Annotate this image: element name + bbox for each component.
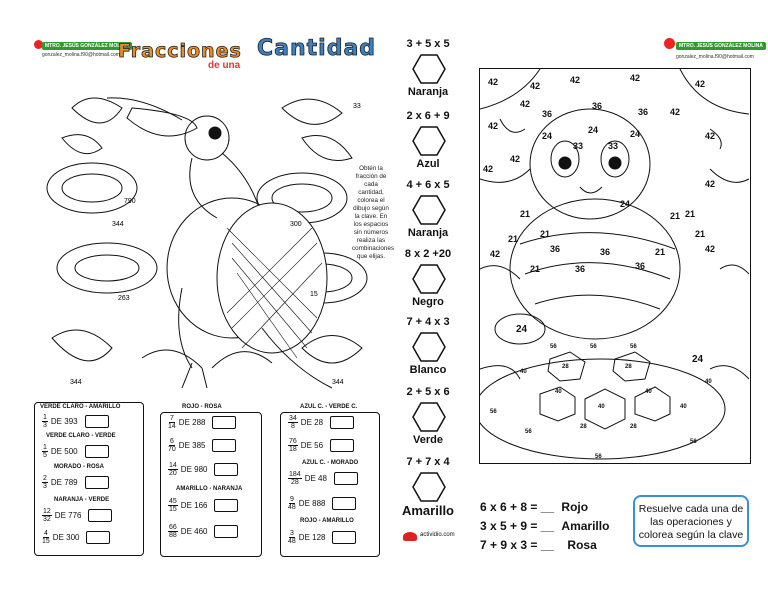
key-operation: 2 + 5 x 6 <box>406 386 450 398</box>
region-number: 40 <box>645 389 652 395</box>
region-number: 24 <box>542 131 553 141</box>
answer-box[interactable] <box>332 497 356 510</box>
region-number: 40 <box>680 404 687 410</box>
title-fracciones: Fracciones <box>118 40 242 62</box>
key-row: $\frac{184}{28}$ DE 48 <box>288 471 358 486</box>
hexagon-answer[interactable] <box>412 264 446 294</box>
key-operation: 2 x 6 + 9 <box>406 110 450 122</box>
region-number: 36 <box>638 107 649 117</box>
key-row: $\frac{66}{88}$ DE 460 <box>168 524 238 539</box>
equation-expr: 6 x 6 + 8 = __ <box>480 500 555 514</box>
region-number: 42 <box>530 81 541 91</box>
answer-box[interactable] <box>332 531 356 544</box>
key-header: AZUL C. - VERDE C. <box>300 404 358 410</box>
region-number: 40 <box>705 379 712 385</box>
key-row: $\frac{1}{5}$ DE 500 <box>42 444 109 459</box>
key-header: VERDE CLARO - AMARILLO <box>40 404 121 410</box>
equation-row <box>480 500 588 514</box>
region-number: 40 <box>555 389 562 395</box>
turtle-illustration <box>480 69 749 462</box>
region-number: 21 <box>655 247 666 257</box>
key-color: Negro <box>412 296 444 308</box>
hexagon-answer[interactable] <box>412 332 446 362</box>
middle-color-key <box>393 36 465 556</box>
region-number: 28 <box>630 424 637 430</box>
answer-box[interactable] <box>212 416 236 429</box>
region-number: 36 <box>635 261 646 271</box>
region-number: 24 <box>516 324 528 335</box>
region-number: 21 <box>695 229 706 239</box>
key-row: $\frac{14}{20}$ DE 980 <box>168 462 238 477</box>
svg-text:344: 344 <box>70 379 82 386</box>
hexagon-answer[interactable] <box>412 402 446 432</box>
region-number: 56 <box>550 344 557 350</box>
author-email: gonzalez_molina.f90@hotmail.com <box>42 52 120 58</box>
answer-box[interactable] <box>334 472 358 485</box>
key-row: $\frac{12}{32}$ DE 776 <box>42 508 112 523</box>
region-number: 56 <box>490 409 497 415</box>
pic-num-33: 33 <box>353 103 361 110</box>
key-header: MORADO - ROSA <box>54 464 104 470</box>
answer-box[interactable] <box>85 445 109 458</box>
pelican-illustration <box>32 68 382 398</box>
region-number: 56 <box>690 439 697 445</box>
region-number: 42 <box>705 131 716 141</box>
region-number: 21 <box>508 234 519 244</box>
key-row: $\frac{3}{48}$ DE 128 <box>288 530 356 545</box>
region-number: 36 <box>542 109 553 119</box>
region-number: 36 <box>550 244 561 254</box>
region-number: 28 <box>625 364 632 370</box>
answer-box[interactable] <box>85 415 109 428</box>
instructions-text: Obtén la fracción de cada cantidad, colorea el dibujo según la clave. En los espacios sin números realiza las combinaciones que elijas. <box>352 165 395 260</box>
region-number: 21 <box>520 209 531 219</box>
svg-text:300: 300 <box>290 221 302 228</box>
region-number: 33 <box>573 141 584 151</box>
key-row: $\frac{6}{70}$ DE 385 <box>168 438 236 453</box>
title-connector: de una <box>208 60 241 71</box>
equation-color: Amarillo <box>561 519 610 533</box>
svg-text:344: 344 <box>332 379 344 386</box>
key-header: VERDE CLARO - VERDE <box>46 433 116 439</box>
equation-expr: 3 x 5 + 9 = __ <box>480 519 555 533</box>
answer-box[interactable] <box>214 499 238 512</box>
key-color: Naranja <box>407 86 449 98</box>
equation-row <box>480 538 597 552</box>
svg-text:344: 344 <box>112 221 124 228</box>
answer-box[interactable] <box>212 439 236 452</box>
key-color: Azul <box>416 158 440 170</box>
key-color: Naranja <box>407 227 449 239</box>
region-number: 28 <box>580 424 587 430</box>
region-number: 21 <box>530 264 541 274</box>
svg-text:790: 790 <box>124 198 136 205</box>
key-row: $\frac{1}{3}$ DE 393 <box>42 414 109 429</box>
answer-box[interactable] <box>88 509 112 522</box>
hexagon-answer[interactable] <box>412 54 446 84</box>
region-number: 42 <box>488 77 499 87</box>
region-number: 42 <box>705 244 716 254</box>
key-row: $\frac{9}{48}$ DE 888 <box>288 496 356 511</box>
region-number: 56 <box>525 429 532 435</box>
region-number: 42 <box>483 164 494 174</box>
region-number: 42 <box>630 73 641 83</box>
equation-color: Rosa <box>567 538 597 552</box>
key-color: Amarillo <box>401 503 454 518</box>
region-number: 40 <box>520 369 527 375</box>
region-number: 24 <box>692 354 704 365</box>
region-number: 36 <box>592 101 603 111</box>
region-number: 56 <box>595 454 602 460</box>
key-operation: 3 + 5 x 5 <box>406 38 450 50</box>
answer-box[interactable] <box>214 525 238 538</box>
region-number: 40 <box>598 404 605 410</box>
region-number: 21 <box>685 209 696 219</box>
answer-box[interactable] <box>214 463 238 476</box>
logo-icon <box>403 532 417 541</box>
apple-icon <box>664 38 675 49</box>
region-number: 21 <box>540 229 551 239</box>
key-color: Blanco <box>409 364 447 376</box>
key-color: Verde <box>413 434 443 446</box>
equation-row <box>480 519 609 533</box>
key-header: AMARILLO - NARANJA <box>176 486 243 492</box>
key-operation: 8 x 2 +20 <box>404 248 452 260</box>
logo-text: actividio.com <box>420 532 455 538</box>
instruction-box: Resuelve cada una de las operaciones y colorea según la clave <box>633 495 749 547</box>
equation-color: Rojo <box>561 500 589 514</box>
region-number: 42 <box>705 179 716 189</box>
hexagon-answer[interactable] <box>412 472 446 502</box>
region-number: 36 <box>575 264 586 274</box>
key-row: $\frac{4}{15}$ DE 300 <box>42 530 110 545</box>
region-number: 42 <box>490 249 501 259</box>
region-number: 21 <box>670 211 681 221</box>
region-number: 36 <box>600 247 611 257</box>
key-operation: 7 + 7 x 4 <box>406 456 450 468</box>
region-number: 28 <box>562 364 569 370</box>
equation-expr: 7 + 9 x 3 = __ <box>480 538 555 552</box>
key-header: NARANJA - VERDE <box>54 497 110 503</box>
hexagon-answer[interactable] <box>412 126 446 156</box>
key-header: ROJO - ROSA <box>182 404 222 410</box>
author-email: gonzalez_molina.f90@hotmail.com <box>676 54 754 60</box>
key-row: $\frac{45}{15}$ DE 166 <box>168 498 238 513</box>
hexagon-answer[interactable] <box>412 195 446 225</box>
svg-text:15: 15 <box>310 291 318 298</box>
answer-box[interactable] <box>330 439 354 452</box>
title-cantidad: Cantidad <box>257 36 377 61</box>
answer-box[interactable] <box>330 416 354 429</box>
region-number: 24 <box>620 199 631 209</box>
key-row: $\frac{76}{18}$ DE 56 <box>288 438 354 453</box>
left-worksheet <box>32 30 395 565</box>
key-row: $\frac{34}{8}$ DE 28 <box>288 415 354 430</box>
region-number: 42 <box>695 79 706 89</box>
key-operation: 4 + 6 x 5 <box>406 179 450 191</box>
author-badge: MTRO. JESÚS GONZÁLEZ MOLINA <box>676 42 766 50</box>
coloring-picture <box>479 68 751 464</box>
region-number: 42 <box>570 75 581 85</box>
key-row: $\frac{7}{14}$ DE 288 <box>168 415 236 430</box>
region-number: 42 <box>520 99 531 109</box>
key-header: AZUL C. - MORADO <box>302 460 359 466</box>
region-number: 42 <box>670 107 681 117</box>
region-number: 56 <box>590 344 597 350</box>
region-number: 33 <box>608 141 619 151</box>
region-number: 42 <box>510 154 521 164</box>
svg-text:263: 263 <box>118 295 130 302</box>
key-header: ROJO - AMARILLO <box>300 518 354 524</box>
region-number: 42 <box>488 121 499 131</box>
region-number: 24 <box>630 129 641 139</box>
answer-box[interactable] <box>85 476 109 489</box>
region-number: 56 <box>630 344 637 350</box>
key-row: $\frac{2}{3}$ DE 789 <box>42 475 109 490</box>
region-number: 24 <box>588 125 599 135</box>
author-badge: MTRO. JESÚS GONZÁLEZ MOLINA <box>42 42 132 50</box>
answer-box[interactable] <box>86 531 110 544</box>
key-operation: 7 + 4 x 3 <box>406 316 450 328</box>
